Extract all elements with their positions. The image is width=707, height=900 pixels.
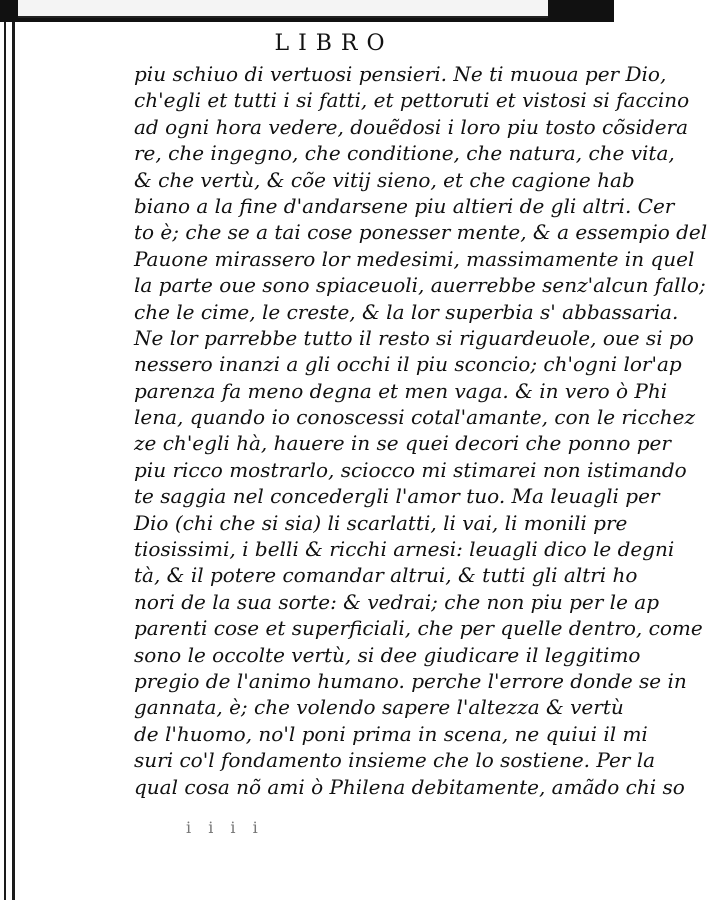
text-line: piu ricco mostrarlo, sciocco mi stimarei non istimando	[134, 457, 687, 482]
text-line: ad ogni hora vedere, douẽdosi i loro piu tosto cõsidera	[134, 114, 689, 139]
gutter-rule-outer	[4, 22, 6, 900]
text-line: te saggia nel concedergli l'amor tuo. Ma leuagli per	[134, 484, 660, 509]
text-line: piu schiuo di vertuosi pensieri. Ne ti muoua per Dio,	[134, 62, 667, 86]
text-line: Pauone mirassero lor medesimi, massimamente in quel	[134, 246, 695, 271]
text-line: Ne lor parrebbe tutto il resto si riguardeuole, oue si po	[134, 325, 694, 350]
gutter-rule-inner	[12, 22, 15, 900]
text-line: de l'huomo, no'l poni prima in scena, ne quiui il mi	[134, 721, 648, 746]
scan-top-edge	[0, 0, 614, 22]
text-line: che le cime, le creste, & la lor superbia s' abbassaria.	[134, 299, 679, 324]
adjacent-page-edge	[18, 0, 548, 18]
book-page	[30, 28, 707, 888]
text-line: re, che ingegno, che conditione, che natura, che vita,	[134, 141, 675, 166]
text-line: nori de la sua sorte: & vedrai; che non piu per le ap	[134, 589, 659, 614]
text-line: la parte oue sono spiaceuoli, auerrebbe senz'alcun fallo;	[134, 273, 706, 298]
text-line: Dio (chi che si sia) li scarlatti, li vai, li monili pre	[134, 510, 628, 535]
text-line: biano a la fine d'andarsene piu altieri de gli altri. Cer	[134, 193, 675, 218]
text-line: qual cosa nõ ami ò Philena debitamente, amãdo chi so	[134, 774, 685, 799]
text-line: tiosissimi, i belli & ricchi arnesi: leuagli dico le degni	[134, 537, 675, 562]
text-line: nessero inanzi a gli occhi il piu sconcio; ch'ogni lor'ap	[134, 352, 682, 377]
text-line: to è; che se a tai cose ponesser mente, & a essempio del	[134, 220, 707, 245]
text-line: ch'egli et tutti i si fatti, et pettoruti et vistosi si faccino	[134, 88, 690, 113]
text-line: pregio de l'animo humano. perche l'errore donde se in	[134, 668, 687, 693]
text-line: parenti cose et superficiali, che per quelle dentro, come	[134, 616, 703, 641]
page-signature-marks: i i i i	[186, 818, 264, 837]
text-line: ze ch'egli hà, hauere in se quei decori che ponno per	[134, 431, 671, 456]
text-line: & che vertù, & cõe vitij sieno, et che cagione hab	[134, 167, 635, 192]
text-line: suri co'l fondamento insieme che lo sostiene. Per la	[134, 748, 656, 773]
binding-gutter	[0, 22, 22, 900]
text-line: tà, & il potere comandar altrui, & tutti gli altri ho	[134, 563, 638, 588]
page-body	[134, 61, 707, 800]
text-line: sono le occolte vertù, si dee giudicare il leggitimo	[134, 642, 641, 667]
text-line: gannata, è; che volendo sapere l'altezza & vertù	[134, 695, 624, 720]
running-header: LIBRO	[274, 31, 394, 56]
text-line: parenza fa meno degna et men vaga. & in vero ò Phi	[134, 378, 668, 403]
text-line: lena, quando io conoscessi cotal'amante, con le ricchez	[134, 405, 696, 430]
